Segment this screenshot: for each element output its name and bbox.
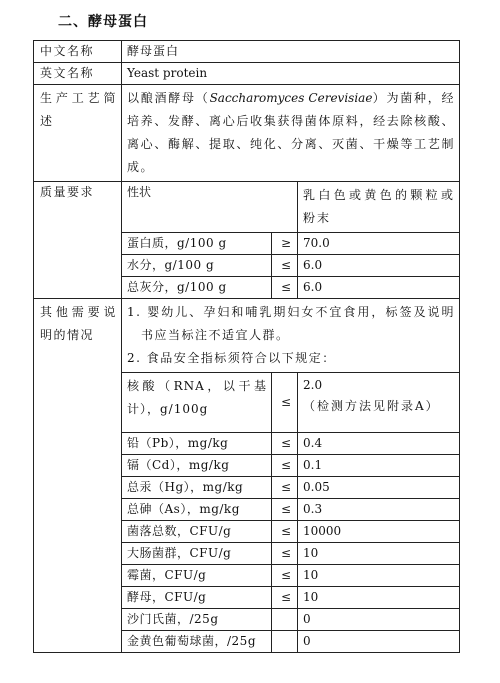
quality-value-moisture: 6.0 — [298, 255, 460, 277]
label-chinese-name: 中文名称 — [34, 41, 122, 63]
safety-item-mold: 霉菌，CFU/g — [122, 565, 272, 587]
safety-value-nucleic-acid — [298, 373, 460, 433]
quality-header-item: 性状 — [122, 182, 298, 233]
safety-rel-yeast: ≤ — [272, 587, 298, 609]
quality-item-protein: 蛋白质，g/100 g — [122, 233, 272, 255]
process-text-before: 以酿酒酵母（ — [127, 91, 210, 105]
safety-value-mercury: 0.05 — [298, 477, 460, 499]
safety-item-lead: 铅（Pb），mg/kg — [122, 433, 272, 455]
safety-value-yeast: 10 — [298, 587, 460, 609]
row-english-name — [34, 63, 460, 85]
safety-value-nucleic-acid-number: 2.0 — [303, 378, 323, 392]
row-other-notes — [34, 299, 460, 373]
safety-rel-mold: ≤ — [272, 565, 298, 587]
safety-value-coliforms: 10 — [298, 543, 460, 565]
quality-rel-moisture: ≤ — [272, 255, 298, 277]
safety-value-nucleic-acid-note: （检测方法见附录A） — [303, 399, 440, 413]
safety-item-mercury: 总汞（Hg），mg/kg — [122, 477, 272, 499]
safety-item-cadmium: 镉（Cd），mg/kg — [122, 455, 272, 477]
quality-value-protein: 70.0 — [298, 233, 460, 255]
label-english-name: 英文名称 — [34, 63, 122, 85]
label-quality: 质量要求 — [34, 182, 122, 299]
value-process — [122, 85, 460, 182]
safety-value-salmonella: 0 — [298, 609, 460, 631]
quality-item-moisture: 水分，g/100 g — [122, 255, 272, 277]
other-notes — [122, 299, 460, 373]
safety-rel-salmonella — [272, 609, 298, 631]
process-text-after: ）为菌种，经培养、发酵、离心后收集获得菌体原料，经去除核酸、离心、酶解、提取、纯化、分离、灭菌、干燥等工艺制成。 — [127, 91, 455, 174]
other-note-1: 1. 婴幼儿、孕妇和哺乳期妇女不宜食用，标签及说明书应当标注不适宜人群。 — [127, 305, 455, 342]
safety-rel-nucleic-acid: ≤ — [272, 373, 298, 433]
safety-value-total-colonies: 10000 — [298, 521, 460, 543]
safety-value-cadmium: 0.1 — [298, 455, 460, 477]
safety-value-staph-aureus: 0 — [298, 631, 460, 653]
quality-item-ash: 总灰分，g/100 g — [122, 277, 272, 299]
label-process: 生产工艺简述 — [34, 85, 122, 182]
safety-rel-coliforms: ≤ — [272, 543, 298, 565]
safety-item-arsenic: 总砷（As），mg/kg — [122, 499, 272, 521]
quality-value-ash: 6.0 — [298, 277, 460, 299]
safety-rel-total-colonies: ≤ — [272, 521, 298, 543]
row-process — [34, 85, 460, 182]
label-other: 其他需要说明的情况 — [34, 299, 122, 653]
quality-rel-protein: ≥ — [272, 233, 298, 255]
value-english-name: Yeast protein — [122, 63, 460, 85]
safety-item-coliforms: 大肠菌群，CFU/g — [122, 543, 272, 565]
spec-table — [33, 40, 460, 653]
quality-rel-ash: ≤ — [272, 277, 298, 299]
section-heading: 二、酵母蛋白 — [58, 14, 148, 30]
safety-item-yeast: 酵母，CFU/g — [122, 587, 272, 609]
safety-rel-lead: ≤ — [272, 433, 298, 455]
value-chinese-name: 酵母蛋白 — [122, 41, 460, 63]
row-chinese-name — [34, 41, 460, 63]
safety-rel-mercury: ≤ — [272, 477, 298, 499]
safety-value-mold: 10 — [298, 565, 460, 587]
safety-item-salmonella: 沙门氏菌，/25g — [122, 609, 272, 631]
safety-rel-arsenic: ≤ — [272, 499, 298, 521]
safety-item-total-colonies: 菌落总数，CFU/g — [122, 521, 272, 543]
safety-value-lead: 0.4 — [298, 433, 460, 455]
safety-item-staph-aureus: 金黄色葡萄球菌，/25g — [122, 631, 272, 653]
safety-item-nucleic-acid: 核酸（RNA，以干基计），g/100g — [122, 373, 272, 433]
row-quality-header — [34, 182, 460, 233]
safety-value-arsenic: 0.3 — [298, 499, 460, 521]
safety-rel-cadmium: ≤ — [272, 455, 298, 477]
other-note-2: 2. 食品安全指标须符合以下规定： — [127, 351, 336, 365]
process-latin-name: Saccharomyces Cerevisiae — [209, 91, 373, 105]
quality-header-value: 乳白色或黄色的颗粒或粉末 — [298, 182, 460, 233]
safety-rel-staph-aureus — [272, 631, 298, 653]
